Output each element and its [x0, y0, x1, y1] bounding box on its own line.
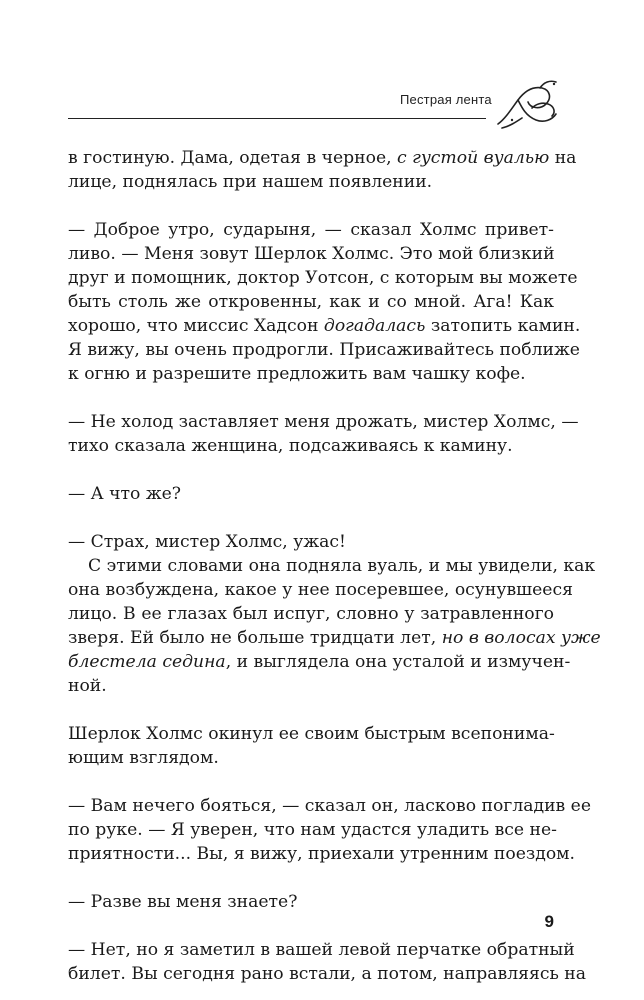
text-line: С этими словами она подняла вуаль, и мы увидели, как — [88, 556, 596, 576]
paragraph — [68, 890, 554, 914]
text-line: ной. — [68, 676, 107, 696]
text-line: она возбуждена, какое у нее посеревшее, осунувшееся — [68, 580, 573, 600]
text-line: хорошо, что миссис Хадсон догадалась затопить камин. — [68, 316, 581, 336]
paragraph — [68, 530, 554, 554]
italic-phrase: с густой вуалью — [397, 148, 550, 168]
italic-phrase: блестела седина — [68, 652, 226, 672]
paragraph — [68, 722, 554, 770]
text-line: — Разве вы меня знаете? — [68, 892, 298, 912]
text-line: ливо. — Меня зовут Шерлок Холмс. Это мой близкий — [68, 244, 555, 264]
paragraph — [68, 218, 581, 386]
text-line: в гостиную. Дама, одетая в черное, с густой вуалью на — [68, 148, 577, 168]
italic-phrase: но в волосах уже — [441, 628, 601, 648]
text-line: билет. Вы сегодня рано встали, а потом, направляясь на — [68, 964, 586, 984]
paragraph — [68, 794, 592, 866]
text-line: по руке. — Я уверен, что нам удастся уладить все не- — [68, 820, 557, 840]
page-number: 9 — [544, 912, 554, 931]
paragraph — [68, 938, 586, 986]
paragraph — [68, 482, 554, 506]
text-line: друг и помощник, доктор Уотсон, с которым вы можете — [68, 268, 578, 288]
text-line: — Вам нечего бояться, — сказал он, ласково погладив ее — [68, 796, 592, 816]
text-line: к огню и разрешите предложить вам чашку кофе. — [68, 364, 526, 384]
text-line: Я вижу, вы очень продрогли. Присаживайтесь поближе — [68, 340, 580, 360]
text-line: тихо сказала женщина, подсаживаясь к камину. — [68, 436, 513, 456]
text-line: блестела седина, и выглядела она усталой и измучен- — [68, 652, 571, 672]
text-line: — Не холод заставляет меня дрожать, мистер Холмс, — — [68, 412, 579, 432]
paragraph — [68, 410, 579, 458]
text-line: ющим взглядом. — [68, 748, 219, 768]
text-line: быть столь же откровенны, как и со мной. Ага! Как — [68, 292, 554, 312]
italic-phrase: догадалась — [323, 316, 426, 336]
text-line: — Доброе утро, сударыня, — сказал Холмс привет- — [68, 220, 554, 240]
text-line: — Нет, но я заметил в вашей левой перчатке обратный — [68, 940, 575, 960]
body-text — [68, 146, 601, 986]
text-line: лицо. В ее глазах был испуг, словно у затравленного — [68, 604, 554, 624]
running-title: Пестрая лента — [400, 92, 492, 107]
text-line: Шерлок Холмс окинул ее своим быстрым всепонима- — [68, 724, 555, 744]
ornament-icon — [492, 78, 564, 132]
text-line: — Страх, мистер Холмс, ужас! — [68, 532, 346, 552]
text-line: лице, поднялась при нашем появлении. — [68, 172, 433, 192]
paragraph — [68, 146, 577, 194]
header-rule — [68, 118, 486, 119]
text-line: приятности... Вы, я вижу, приехали утренним поездом. — [68, 844, 576, 864]
text-line: — А что же? — [68, 484, 182, 504]
text-line: зверя. Ей было не больше тридцати лет, но в волосах уже — [68, 628, 601, 648]
paragraph — [68, 554, 601, 698]
